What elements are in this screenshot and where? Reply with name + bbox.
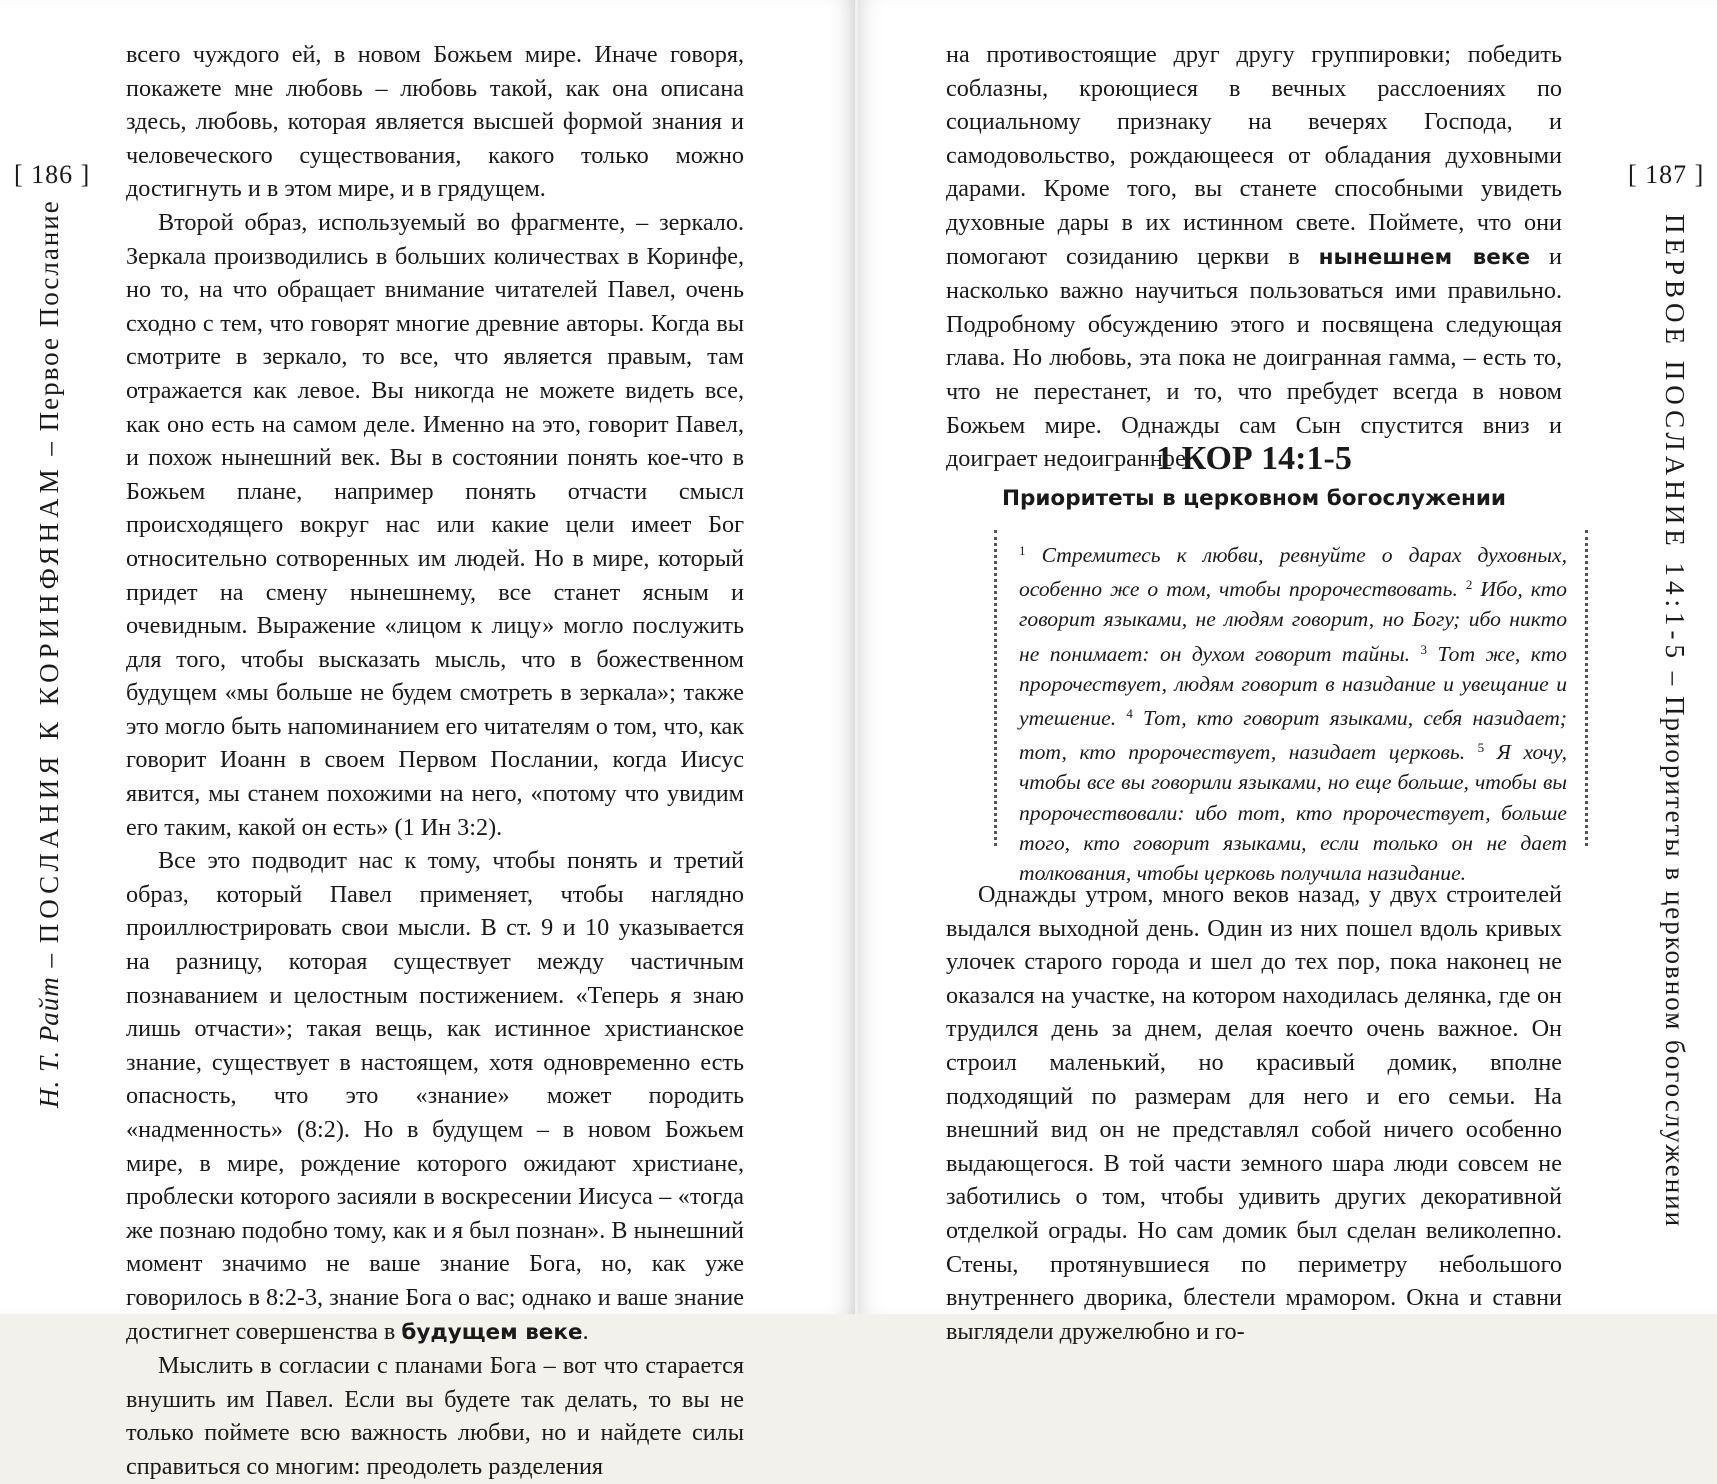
paragraph-punct: . (582, 1317, 589, 1345)
running-head-book: ПОСЛАНИЯ К КОРИНФЯНАМ (34, 464, 64, 944)
paragraph (126, 844, 744, 1349)
running-head-dash: – (1660, 671, 1690, 688)
running-head-book: ПЕРВОЕ ПОСЛАНИЕ 14:1-5 (1660, 214, 1690, 663)
paragraph: Второй образ, используемый во фрагменте, – зеркало. Зеркала производились в больших количествах в Коринфе, но то, на что обращает внимание читателей Павел, очень сходно с тем, что говорят многие древние авторы. Когда вы смотрите в зеркало, то все, что является правым, там отражается как левое. Вы никогда не можете видеть все, как оно есть на самом деле. Именно на это, говорит Павел, и похож нынешний век. Вы в состоянии понять кое-что в Божьем плане, например понять отчасти смысл происходящего вокруг нас или какие цели имеет Бог относительно сотворенных им людей. Но в мире, который придет на смену нынешнему, все станет ясным и очевидным. Выражение «лицом к лицу» могло послужить для того, чтобы высказать мысль, что в божественном будущем «мы больше не будем смотреть в зеркала»; также это могло быть напоминанием его читателям о том, что, как говорит Иоанн в своем Первом Послании, когда Иисус явится, мы станем похожими на него, «потому что увидим его таким, какой он есть» (1 Ин 3:2). (126, 208, 744, 841)
right-bottom-text (946, 878, 1562, 1348)
left-running-head (34, 199, 65, 1108)
paragraph-text: и насколько важно научиться пользоваться ими правильно. Подробному обсуждению этого и посвящена следующая глава. Но любовь, эта пока не доигранная гамма, – есть то, что не перестанет, и то, что пребудет всегда в новом Божьем мире. Однажды сам Сын спустится вниз и доиграет недоигранное. (946, 242, 1562, 473)
left-page (0, 0, 855, 1480)
section-subtitle: Приоритеты в церковном богослужении (1001, 486, 1506, 511)
running-head-dash: – (34, 951, 64, 968)
paragraph-text: Все это подводит нас к тому, чтобы понять и третий образ, который Павел применяет, чтобы наглядно проиллюстрировать свои мысли. В ст. 9 и 10 указывается на разницу, которая существует между частичным познаванием и целостным постижением. «Теперь я знаю лишь отчасти»; такая вещь, как истинное христианское знание, существует в настоящем, хотя одновременно есть опасность, что это «знание» может породить «надменность» (8:2). Но в будущем – в новом Божьем мире, в мире, рождение которого ожидают христиане, проблески которого засияли в воскресении Иисуса – «тогда же познаю подобно тому, как и я был познан». В нынешний момент значимо не ваше знание Бога, но, как уже говорилось в 8:2-3, знание Бога о вас; однако и ваше знание достигнет совершенства в (126, 847, 744, 1345)
right-page-number: [ 187 ] (1628, 160, 1705, 189)
verse-number: 4 (1126, 706, 1133, 722)
running-head-section: Первое Послание (34, 199, 64, 432)
bold-phrase: будущем веке (401, 1319, 583, 1345)
running-head-dash: – (34, 440, 64, 456)
right-running-head (1659, 214, 1690, 1228)
section-title: 1 КОР 14:1-5 (1156, 440, 1352, 477)
paragraph: всего чуждого ей, в новом Божьем мире. Иначе говоря, покажете мне любовь – любовь такой, как она описана здесь, любовь, которая является высшей формой знания и человеческого существования, какого только можно достигнуть и в этом мире, и в грядущем. (126, 41, 744, 203)
verse-text: Я хочу, чтобы все вы говорили языками, но еще больше, чтобы вы пророчествовали: ибо тот, кто пророчествует, больше того, кто говорит языками, если только он не дает толкования, чтобы церковь получила назидание. (1019, 740, 1567, 886)
verse-text: Ибо, кто говорит языками, не людям говорит, но Богу; ибо никто не понимает: он духом говорит тайны. (1019, 577, 1567, 666)
paragraph: Однажды утром, много веков назад, у двух строителей выдался выходной день. Один из них пошел вдоль кривых улочек старого города и шел до тех пор, пока наконец не оказался на участке, на котором находилась делянка, где он трудился день за днем, делая коечто очень важное. Он строил маленький, но красивый домик, вполне подходящий по размерам для него и его семьи. На внешний вид он не представлял собой ничего особенно выдающегося. В той части земного шара люди совсем не заботились о том, чтобы удивить других декоративной отделкой ограды. Но сам домик был сделан великолепно. Стены, протянувшиеся по периметру небольшого внутреннего дворика, блестели мрамором. Окна и ставни выглядели дружелюбно и го- (946, 881, 1562, 1345)
running-head-author: Н. Т. Райт (34, 976, 64, 1108)
paragraph (946, 38, 1562, 476)
paragraph-text: на противостоящие друг другу группировки; победить соблазны, кроющиеся в вечных расслоениях по социальному признаку на вечерях Господа, и самодовольство, рождающееся от обладания духовными дарами. Кроме того, вы станете способными увидеть духовные дары в их истинном свете. Поймете, что они помогают созиданию церкви в (946, 41, 1562, 270)
verse-text: Тот же, кто пророчествует, людям говорит в назидание и увещание и утешение. (1019, 641, 1567, 731)
paragraph: Мыслить в согласии с планами Бога – вот что старается внушить им Павел. Если вы будете так делать, то вы не только поймете всю важность любви, но и найдете силы справиться со многим: преодолеть разделения (126, 1352, 744, 1480)
bold-phrase: нынешнем веке (1318, 244, 1531, 270)
verse-text: Тот, кто говорит языками, себя назидает; тот, кто пророчествует, назидает церковь. (1019, 706, 1567, 765)
left-text-column (126, 38, 744, 1484)
verse-text: Стремитесь к любви, ревнуйте о дарах духовных, особенно же о том, чтобы пророчествовать. (1019, 543, 1567, 602)
right-top-text (946, 38, 1562, 476)
verse-number: 3 (1420, 641, 1427, 657)
verse-number: 1 (1019, 543, 1026, 558)
left-page-number: [ 186 ] (14, 160, 91, 189)
running-head-section: Приоритеты в церковном богослужении (1660, 695, 1690, 1229)
verse-number: 2 (1465, 577, 1473, 593)
scripture-passage (994, 530, 1588, 886)
verse-number: 5 (1477, 740, 1485, 756)
